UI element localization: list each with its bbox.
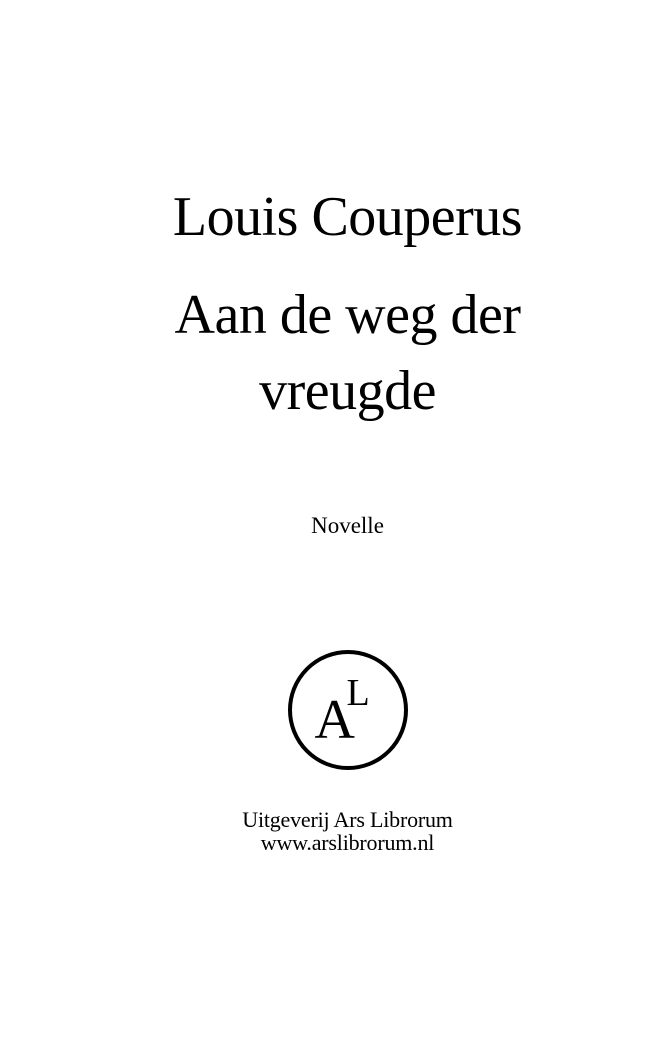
book-title (44, 277, 651, 429)
logo-monogram-letter-l: L (346, 672, 370, 714)
publisher-block (44, 808, 651, 854)
publisher-name: Uitgeverij Ars Librorum (242, 807, 453, 832)
title-page-content (44, 0, 651, 1037)
book-title-line-2: vreugde (259, 360, 436, 422)
publisher-logo-icon (288, 650, 408, 770)
logo-monogram-letter-a: A (314, 689, 355, 751)
publisher-website: www.arslibrorum.nl (260, 830, 435, 855)
author-name: Louis Couperus (172, 186, 523, 248)
genre-label: Novelle (311, 513, 384, 538)
book-title-line-1: Aan de weg der (174, 284, 521, 346)
